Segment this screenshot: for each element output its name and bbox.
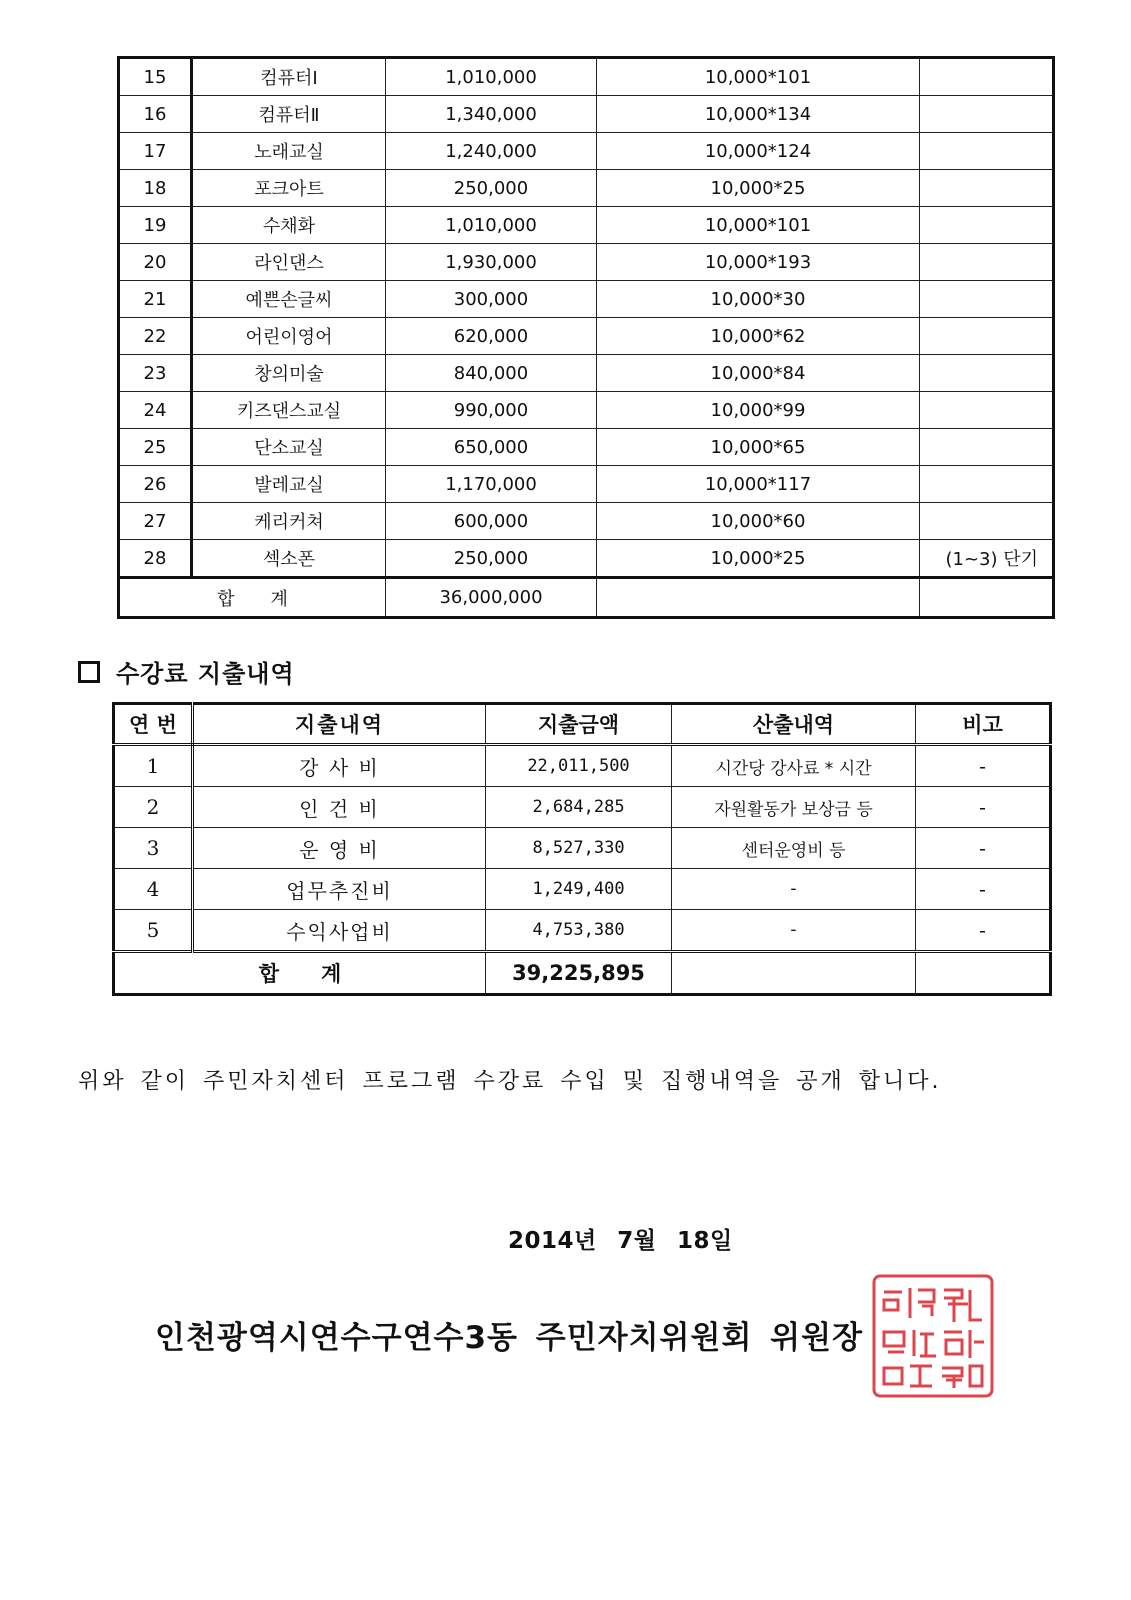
calculation: 10,000*101 [597,207,920,244]
remark [920,58,1054,96]
expense-amount: 1,249,400 [486,869,672,910]
calculation: - [672,869,916,910]
calculation: 시간당 강사료 * 시간 [672,745,916,787]
remark [920,355,1054,392]
program-name: 포크아트 [192,170,386,207]
expense-row [114,828,1051,869]
calculation: 10,000*60 [597,503,920,540]
remark [920,170,1054,207]
row-number: 3 [114,828,193,869]
expense-total-calc [672,952,916,995]
program-name: 케리커쳐 [192,503,386,540]
program-name: 컴퓨터Ⅱ [192,96,386,133]
income-amount: 1,010,000 [386,207,597,244]
program-name: 단소교실 [192,429,386,466]
expense-amount: 2,684,285 [486,787,672,828]
income-amount: 650,000 [386,429,597,466]
income-amount: 600,000 [386,503,597,540]
calculation: 10,000*65 [597,429,920,466]
income-amount: 1,170,000 [386,466,597,503]
calculation: 10,000*99 [597,392,920,429]
remark [920,281,1054,318]
calculation: - [672,910,916,952]
remark [920,133,1054,170]
expense-table [112,702,1052,996]
income-amount: 1,930,000 [386,244,597,281]
expense-total-label: 합 계 [114,952,486,995]
income-row [119,466,1054,503]
remark: - [916,787,1051,828]
income-row [119,96,1054,133]
row-number: 22 [119,318,192,355]
header-note: 비고 [916,704,1051,745]
calculation: 10,000*62 [597,318,920,355]
income-row [119,355,1054,392]
expense-table-header [114,704,1051,745]
row-number: 1 [114,745,193,787]
checkbox-square-icon [78,661,100,683]
expense-item: 수익사업비 [193,910,486,952]
row-number: 27 [119,503,192,540]
income-row [119,429,1054,466]
expense-heading-text: 수강료 지출내역 [116,660,295,688]
remark: (1~3) 단기 [920,540,1054,578]
income-row [119,503,1054,540]
income-total-row [119,578,1054,618]
remark [920,96,1054,133]
expense-amount: 8,527,330 [486,828,672,869]
remark [920,503,1054,540]
calculation: 10,000*30 [597,281,920,318]
header-item: 지출내역 [193,704,486,745]
program-name: 섹소폰 [192,540,386,578]
income-amount: 1,340,000 [386,96,597,133]
header-amount: 지출금액 [486,704,672,745]
program-name: 수채화 [192,207,386,244]
row-number: 20 [119,244,192,281]
disclosure-statement: 위와 같이 주민자치센터 프로그램 수강료 수입 및 집행내역을 공개 합니다. [78,1069,942,1094]
expense-item: 운 영 비 [193,828,486,869]
program-name: 어린이영어 [192,318,386,355]
program-name: 노래교실 [192,133,386,170]
expense-heading [78,654,295,689]
calculation: 10,000*84 [597,355,920,392]
expense-total-amount: 39,225,895 [486,952,672,995]
remark: - [916,869,1051,910]
row-number: 18 [119,170,192,207]
income-row [119,207,1054,244]
row-number: 28 [119,540,192,578]
income-amount: 1,240,000 [386,133,597,170]
signer-title: 인천광역시연수구연수3동 주민자치위원회 위원장 [155,1320,864,1356]
calculation: 자원활동가 보상금 등 [672,787,916,828]
income-row [119,318,1054,355]
income-total-note [920,578,1054,618]
calculation: 10,000*134 [597,96,920,133]
expense-total-row [114,952,1051,995]
expense-item: 인 건 비 [193,787,486,828]
expense-item: 업무추진비 [193,869,486,910]
row-number: 16 [119,96,192,133]
income-row [119,540,1054,578]
income-total-label: 합 계 [119,578,386,618]
program-name: 창의미술 [192,355,386,392]
row-number: 26 [119,466,192,503]
income-total-calc [597,578,920,618]
remark: - [916,828,1051,869]
remark [920,466,1054,503]
calculation: 10,000*25 [597,540,920,578]
expense-total-note [916,952,1051,995]
calculation: 10,000*124 [597,133,920,170]
program-name: 예쁜손글씨 [192,281,386,318]
expense-row [114,745,1051,787]
remark [920,244,1054,281]
remark [920,207,1054,244]
row-number: 24 [119,392,192,429]
program-name: 라인댄스 [192,244,386,281]
income-row [119,170,1054,207]
income-total-amount: 36,000,000 [386,578,597,618]
remark [920,429,1054,466]
income-row [119,281,1054,318]
official-seal-stamp [870,1272,996,1400]
income-row [119,133,1054,170]
calculation: 10,000*117 [597,466,920,503]
row-number: 21 [119,281,192,318]
expense-row [114,910,1051,952]
row-number: 23 [119,355,192,392]
calculation: 10,000*25 [597,170,920,207]
program-name: 키즈댄스교실 [192,392,386,429]
income-table [117,56,1055,619]
income-amount: 620,000 [386,318,597,355]
row-number: 15 [119,58,192,96]
income-row [119,392,1054,429]
row-number: 17 [119,133,192,170]
calculation: 10,000*101 [597,58,920,96]
remark: - [916,745,1051,787]
row-number: 5 [114,910,193,952]
remark [920,392,1054,429]
row-number: 19 [119,207,192,244]
income-amount: 1,010,000 [386,58,597,96]
expense-row [114,787,1051,828]
income-amount: 300,000 [386,281,597,318]
income-amount: 250,000 [386,540,597,578]
expense-amount: 4,753,380 [486,910,672,952]
row-number: 2 [114,787,193,828]
income-row [119,58,1054,96]
expense-amount: 22,011,500 [486,745,672,787]
row-number: 25 [119,429,192,466]
income-amount: 250,000 [386,170,597,207]
income-amount: 990,000 [386,392,597,429]
program-name: 발레교실 [192,466,386,503]
calculation: 10,000*193 [597,244,920,281]
income-row [119,244,1054,281]
income-amount: 840,000 [386,355,597,392]
remark [920,318,1054,355]
program-name: 컴퓨터Ⅰ [192,58,386,96]
document-date: 2014년 7월 18일 [508,1228,733,1254]
calculation: 센터운영비 등 [672,828,916,869]
remark: - [916,910,1051,952]
expense-row [114,869,1051,910]
row-number: 4 [114,869,193,910]
header-no: 연 번 [114,704,193,745]
expense-item: 강 사 비 [193,745,486,787]
header-calc: 산출내역 [672,704,916,745]
